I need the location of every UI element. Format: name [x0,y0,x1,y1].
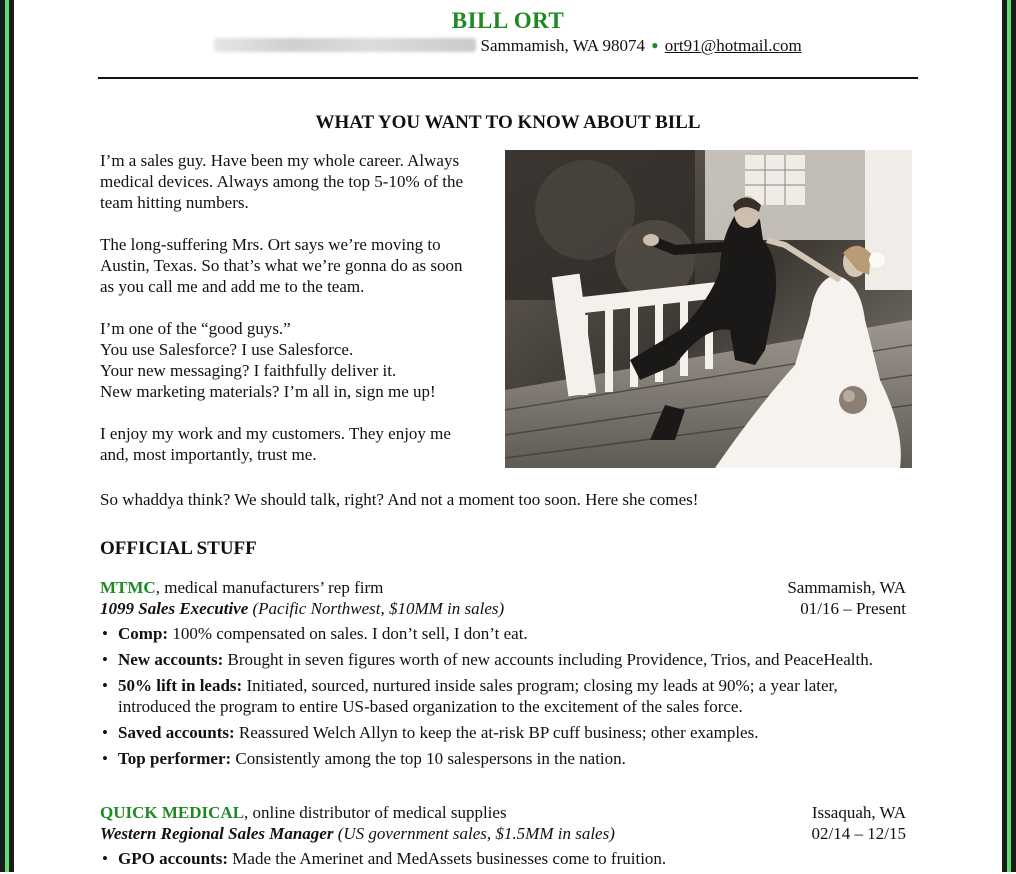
list-item: • Comp: 100% compensated on sales. I don’t sell, I don’t eat. [102,624,528,643]
list-item: • GPO accounts: Made the Amerinet and MedAssets businesses come to fruition. [102,849,667,868]
achievement-list [100,848,906,869]
job-entry [100,577,906,774]
about-paragraph: I’m a sales guy. Have been my whole career. Always medical devices. Always among the top 5-10% of the team hitting numbers. [100,151,464,212]
company-description: , medical manufacturers’ rep firm [155,578,384,597]
about-heading: WHAT YOU WANT TO KNOW ABOUT BILL [315,112,701,133]
redacted-phone [214,38,476,52]
closing-line: So whaddya think? We should talk, right? And not a moment too soon. Here she comes! [100,490,699,509]
list-item: • Saved accounts: Reassured Welch Allyn to keep the at-risk BP cuff business; other examples. [102,723,759,742]
list-item: • 50% lift in leads: Initiated, sourced, nurtured inside sales program; closing my leads at 90%; a year later, introduced the program to entire US-based organization to the excitement of the sales force. [102,676,838,716]
location: Sammamish, WA 98074 [480,36,645,55]
list-item: • New accounts: Brought in seven figures worth of new accounts including Providence, Trios, and PeaceHealth. [102,650,873,669]
job-title-detail: (Pacific Northwest, $10MM in sales) [248,599,505,618]
company-description: , online distributor of medical supplies [244,803,507,822]
email-link[interactable]: ort91@hotmail.com [664,36,802,55]
job-dates: 01/16 – Present [800,599,906,618]
about-paragraph: The long-suffering Mrs. Ort says we’re moving to Austin, Texas. So that’s what we’re gonna do as soon as you call me and add me to the team. [100,235,463,296]
list-item: • Top performer: Consistently among the top 10 salespersons in the nation. [102,749,626,768]
company-name: MTMC [100,578,156,597]
resume-header [0,8,1016,56]
job-dates: 02/14 – 12/15 [811,824,906,843]
job-title: 1099 Sales Executive [100,599,249,618]
header-divider [98,77,918,79]
job-title: Western Regional Sales Manager [100,824,334,843]
achievement-list [100,623,906,769]
official-heading: OFFICIAL STUFF [100,538,257,559]
about-text [100,150,480,486]
job-location: Issaquah, WA [811,803,906,822]
contact-line [0,36,1016,56]
job-title-detail: (US government sales, $1.5MM in sales) [333,824,615,843]
wedding-photo [505,150,912,468]
job-location: Sammamish, WA [787,578,906,597]
about-paragraph: I enjoy my work and my customers. They enjoy me and, most importantly, trust me. [100,424,451,464]
bullet-dot-icon: ● [651,38,659,52]
job-entry [100,802,906,874]
about-paragraph: I’m one of the “good guys.” You use Salesforce? I use Salesforce. Your new messaging? I faithfully deliver it. New marketing materials? I’m all in, sign me up! [100,319,436,401]
company-name: QUICK MEDICAL [100,803,245,822]
candidate-name: BILL ORT [451,8,565,33]
